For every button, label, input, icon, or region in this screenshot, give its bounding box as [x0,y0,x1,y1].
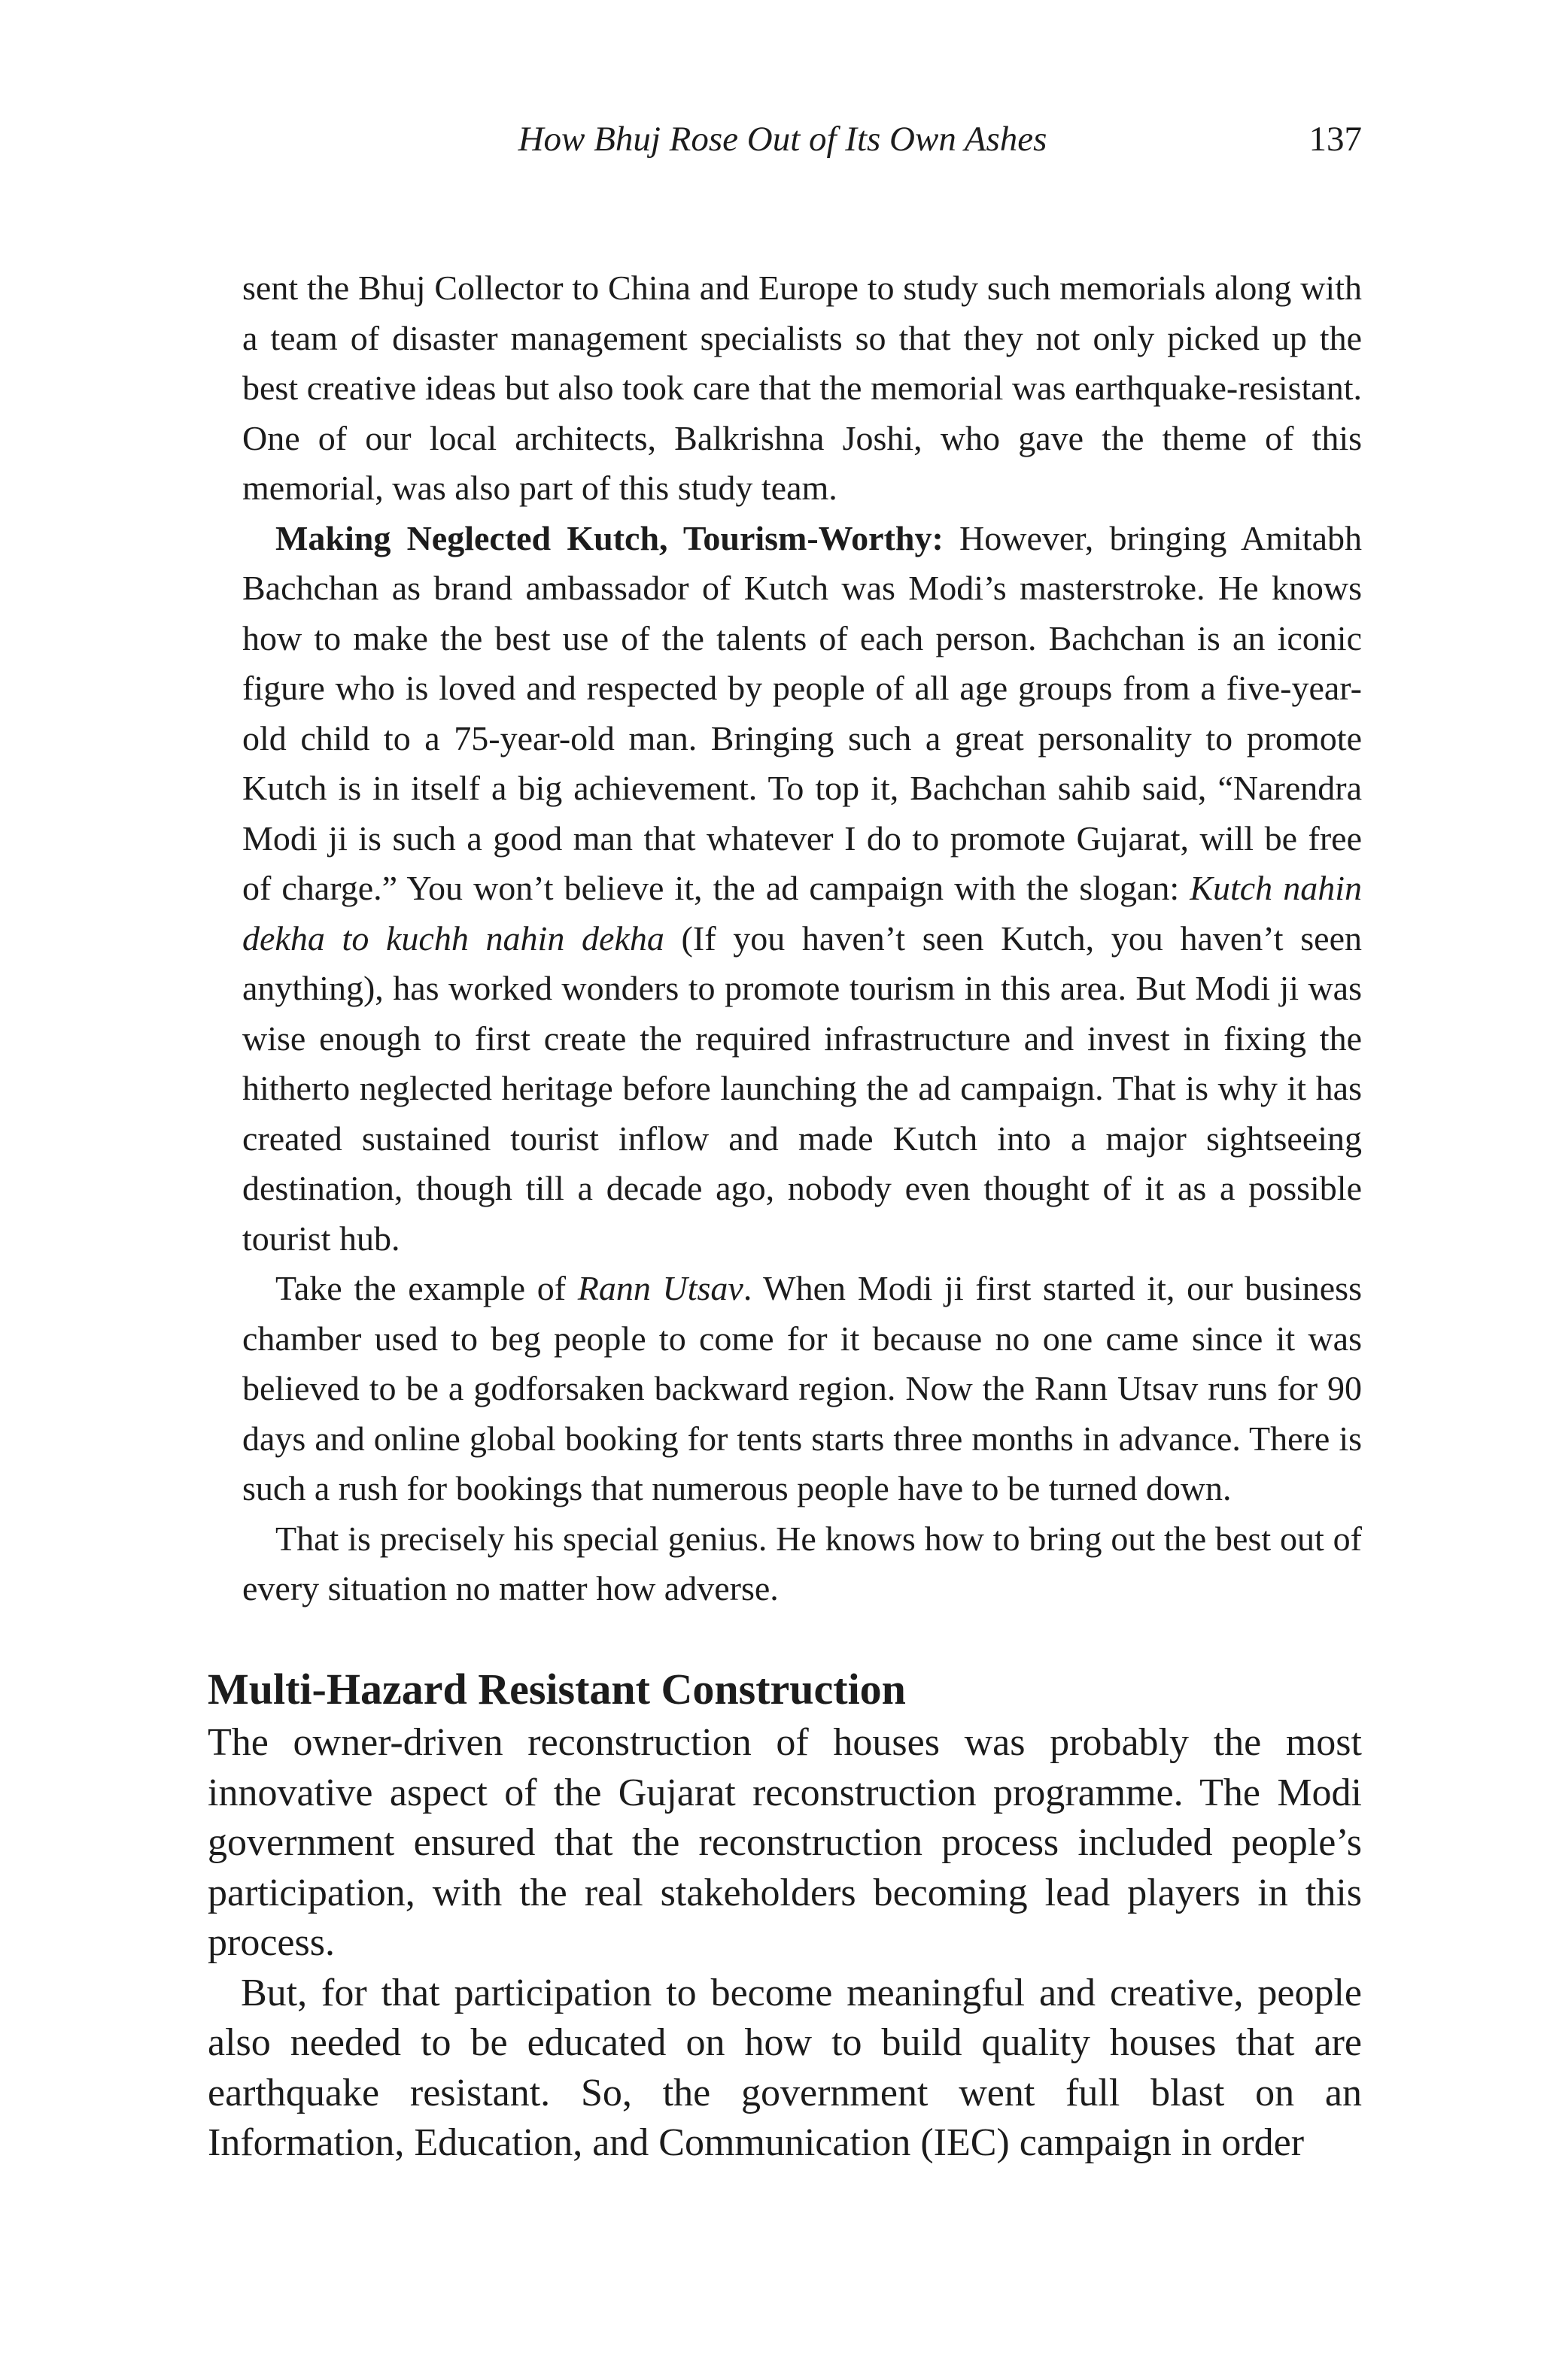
paragraph-text: (If you haven’t seen Kutch, you haven’t seen anything), has worked wonders to promote tourism in this area. But Modi ji was wise enough to first create the required infrastructure and invest in fixing the hitherto neglected heritage before launching the ad campaign. That is why it has created sustained tourist inflow and made Kutch into a major sightseeing destination, though till a decade ago, nobody even thought of it as a possible tourist hub. [242,918,1362,1258]
paragraph-tourism [242,514,1362,1264]
section-multi-hazard [208,1661,1362,2169]
paragraph-owner-driven [208,1718,1362,1969]
paragraph-text: But, for that participation to become meaningful and creative, people also needed to be educated on how to build quality houses that are earthquake resistant. So, the government went full blast on an Information, Education, and Communication (IEC) campaign in order [208,1971,1362,2164]
running-title: How Bhuj Rose Out of Its Own Ashes [518,120,1047,159]
paragraph-iec-campaign [208,1969,1362,2169]
paragraph-text: sent the Bhuj Collector to China and Europe to study such memorials along with a team of disaster management specialists so that they not only picked up the best creative ideas but also took care that the memorial was earthquake-resistant. One of our local architects, Balkrishna Joshi, who gave the theme of this memorial, was also part of this study team. [242,269,1362,507]
paragraph-rann-utsav [242,1264,1362,1514]
page-number: 137 [1308,120,1362,159]
slogan-text: Kutch nahin dekha to kuchh nahin dekha [242,869,1362,958]
body-text [242,263,1362,1614]
paragraph-text: That is precisely his special genius. He knows how to bring out the best out of every situation no matter how adverse. [242,1519,1362,1607]
event-name: Rann Utsav [577,1269,743,1307]
paragraph-special-genius [242,1514,1362,1614]
section-text [208,1718,1362,2169]
paragraph-text: However, bringing Amitabh Bachchan as brand ambassador of Kutch was Modi’s masterstroke. He knows how to make the best use of the talents of each person. Bachchan is an iconic figure who is loved and respected by people of all age groups from a five-year-old child to a 75-year-old man. Bringing such a great personality to promote Kutch is in itself a big achievement. To top it, Bachchan sahib said, “Narendra Modi ji is such a good man that whatever I do to promote Gujarat, will be free of charge.” You won’t believe it, the ad campaign with the slogan: [242,518,1362,907]
paragraph-text: The owner-driven reconstruction of houses was probably the most innovative aspect of the Gujarat reconstruction programme. The Modi government ensured that the reconstruction process included people’s participation, with the real stakeholders becoming lead players in this process. [208,1721,1362,1964]
section-heading: Multi-Hazard Resistant Construction [208,1665,906,1714]
run-in-heading: Making Neglected Kutch, Tourism-Worthy: [275,518,944,557]
paragraph-text: . When Modi ji first started it, our business chamber used to beg people to come for it because no one came since it was believed to be a godforsaken backward region. Now the Rann Utsav runs for 90 days and online global booking for tents starts three months in advance. There is such a rush for bookings that numerous people have to be turned down. [242,1269,1362,1507]
paragraph-memorial-study [242,263,1362,514]
paragraph-text: Take the example of [275,1269,578,1307]
running-header [241,113,1362,165]
